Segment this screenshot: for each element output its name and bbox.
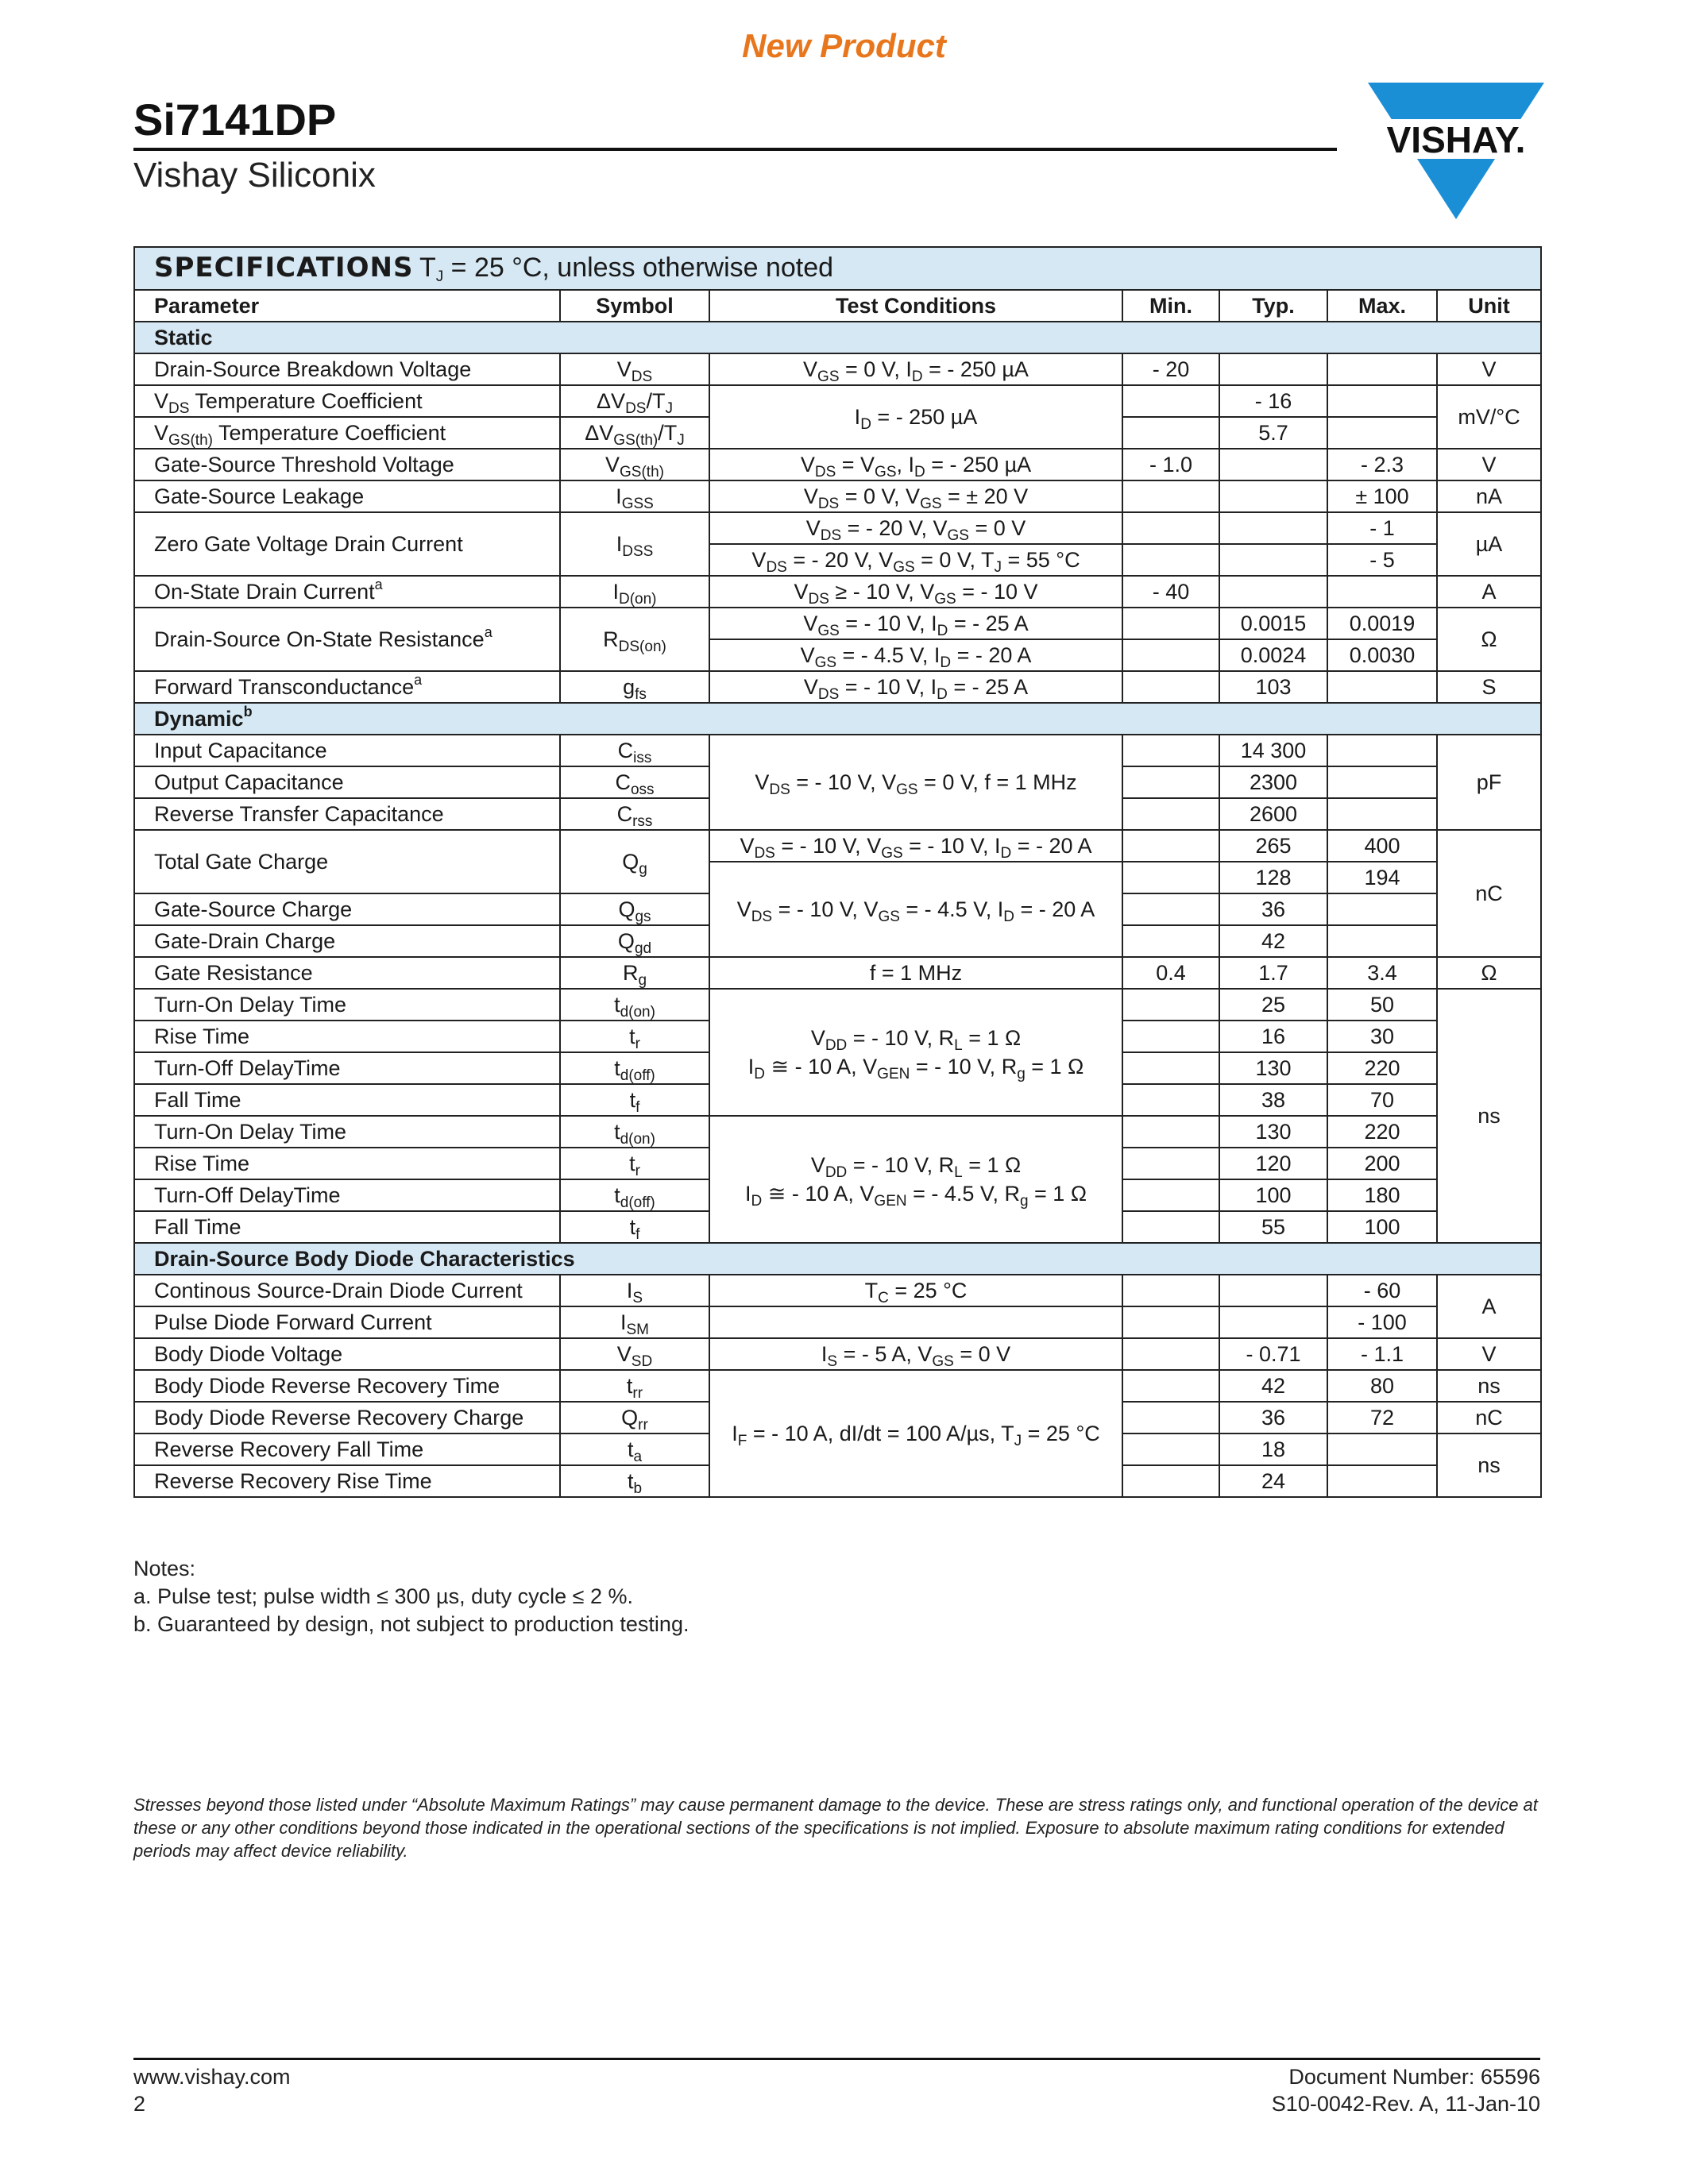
- condition-cell: f = 1 MHz: [709, 957, 1122, 989]
- max-cell: 400: [1327, 830, 1437, 862]
- typ-cell: [1219, 1275, 1327, 1306]
- symbol-cell: $t_b$: [560, 1465, 709, 1497]
- condition-cell: $T_C = 25$ °C: [709, 1275, 1122, 1306]
- min-cell: [1122, 1211, 1219, 1243]
- param-cell: Body Diode Reverse Recovery Time: [134, 1370, 560, 1402]
- min-cell: [1122, 1148, 1219, 1179]
- table-row: [134, 449, 1541, 480]
- typ-cell: [1219, 353, 1327, 385]
- typ-cell: 36: [1219, 893, 1327, 925]
- typ-cell: 0.0024: [1219, 639, 1327, 671]
- typ-cell: [1219, 1306, 1327, 1338]
- condition-cell: $V_{DS}$ = - 20 V, $V_{GS} = 0$ V, $T_J = 55$ °C: [709, 544, 1122, 576]
- param-cell: Continous Source-Drain Diode Current: [134, 1275, 560, 1306]
- unit-cell: ns: [1437, 1370, 1541, 1402]
- param-cell: Rise Time: [134, 1148, 560, 1179]
- unit-cell: V: [1437, 1338, 1541, 1370]
- condition-cell: $V_{DS}$ = - 10 V, $V_{GS} = 0$ V, f = 1 MHz: [709, 735, 1122, 830]
- condition-cell: $I_F$ = - 10 A, dI/dt = 100 A/µs, $T_J = 25$ °C: [709, 1370, 1122, 1497]
- typ-cell: 0.0015: [1219, 608, 1327, 639]
- typ-cell: 42: [1219, 1370, 1327, 1402]
- min-cell: [1122, 830, 1219, 862]
- unit-cell: Ω: [1437, 608, 1541, 671]
- symbol-cell: $t_r$: [560, 1021, 709, 1052]
- min-cell: [1122, 1021, 1219, 1052]
- footer-document-number: Document Number: 65596: [1288, 2065, 1540, 2089]
- param-cell: Reverse Recovery Fall Time: [134, 1433, 560, 1465]
- col-header-symbol: Symbol: [560, 290, 709, 322]
- min-cell: [1122, 1179, 1219, 1211]
- param-cell: Reverse Transfer Capacitance: [134, 798, 560, 830]
- footer-website-link[interactable]: www.vishay.com: [133, 2065, 291, 2089]
- company-name: Vishay Siliconix: [133, 156, 376, 195]
- section-body-diode: Drain-Source Body Diode Characteristics: [134, 1243, 1541, 1275]
- table-title-row: [134, 247, 1541, 290]
- condition-cell: [709, 1306, 1122, 1338]
- vishay-logo: [1368, 83, 1544, 219]
- max-cell: [1327, 417, 1437, 449]
- min-cell: [1122, 798, 1219, 830]
- min-cell: [1122, 925, 1219, 957]
- unit-cell: µA: [1437, 512, 1541, 576]
- note-a: a. Pulse test; pulse width ≤ 300 µs, duty cycle ≤ 2 %.: [133, 1584, 633, 1608]
- param-cell: Forward Transconductance$^a$: [134, 671, 560, 703]
- symbol-cell: $g_{fs}$: [560, 671, 709, 703]
- min-cell: [1122, 1433, 1219, 1465]
- max-cell: 180: [1327, 1179, 1437, 1211]
- param-cell: Zero Gate Voltage Drain Current: [134, 512, 560, 576]
- max-cell: [1327, 798, 1437, 830]
- symbol-cell: $V_{DS}$: [560, 353, 709, 385]
- max-cell: 3.4: [1327, 957, 1437, 989]
- symbol-cell: $t_{d(off)}$: [560, 1179, 709, 1211]
- symbol-cell: $t_r$: [560, 1148, 709, 1179]
- min-cell: [1122, 1116, 1219, 1148]
- param-cell: Total Gate Charge: [134, 830, 560, 893]
- param-cell: Gate-Source Charge: [134, 893, 560, 925]
- unit-cell: A: [1437, 1275, 1541, 1338]
- min-cell: [1122, 989, 1219, 1021]
- symbol-cell: $I_{SM}$: [560, 1306, 709, 1338]
- max-cell: 30: [1327, 1021, 1437, 1052]
- symbol-cell: $V_{SD}$: [560, 1338, 709, 1370]
- param-cell: Gate-Source Leakage: [134, 480, 560, 512]
- table-row: [134, 957, 1541, 989]
- typ-cell: [1219, 512, 1327, 544]
- param-cell: Rise Time: [134, 1021, 560, 1052]
- unit-cell: A: [1437, 576, 1541, 608]
- min-cell: [1122, 862, 1219, 893]
- typ-cell: 36: [1219, 1402, 1327, 1433]
- typ-cell: 55: [1219, 1211, 1327, 1243]
- typ-cell: 24: [1219, 1465, 1327, 1497]
- header-divider: [133, 148, 1337, 151]
- param-cell: Body Diode Voltage: [134, 1338, 560, 1370]
- typ-cell: [1219, 576, 1327, 608]
- param-cell: Turn-On Delay Time: [134, 989, 560, 1021]
- table-row: [134, 989, 1541, 1021]
- param-cell: On-State Drain Current$^a$: [134, 576, 560, 608]
- typ-cell: 42: [1219, 925, 1327, 957]
- typ-cell: - 16: [1219, 385, 1327, 417]
- max-cell: - 2.3: [1327, 449, 1437, 480]
- min-cell: 0.4: [1122, 957, 1219, 989]
- unit-cell: mV/°C: [1437, 385, 1541, 449]
- table-row: [134, 385, 1541, 417]
- unit-cell: ns: [1437, 989, 1541, 1243]
- min-cell: [1122, 893, 1219, 925]
- typ-cell: 100: [1219, 1179, 1327, 1211]
- param-cell: Input Capacitance: [134, 735, 560, 766]
- table-row: [134, 1275, 1541, 1306]
- unit-cell: V: [1437, 353, 1541, 385]
- symbol-cell: $I_{GSS}$: [560, 480, 709, 512]
- col-header-parameter: Parameter: [134, 290, 560, 322]
- symbol-cell: $Q_{gs}$: [560, 893, 709, 925]
- table-title: SPECIFICATIONS $T_J = 25$ °C, unless otherwise noted: [134, 247, 1541, 290]
- max-cell: 0.0030: [1327, 639, 1437, 671]
- col-header-max: Max.: [1327, 290, 1437, 322]
- min-cell: [1122, 1402, 1219, 1433]
- param-cell: Gate Resistance: [134, 957, 560, 989]
- symbol-cell: $t_{d(on)}$: [560, 989, 709, 1021]
- condition-cell: $V_{DS} = V_{GS}$, $I_D$ = - 250 µA: [709, 449, 1122, 480]
- footer-page-number: 2: [133, 2092, 146, 2116]
- param-cell: Drain-Source Breakdown Voltage: [134, 353, 560, 385]
- min-cell: [1122, 1465, 1219, 1497]
- min-cell: [1122, 1275, 1219, 1306]
- part-number-title: Si7141DP: [133, 95, 337, 145]
- unit-cell: nC: [1437, 1402, 1541, 1433]
- symbol-cell: $t_{d(on)}$: [560, 1116, 709, 1148]
- table-header-row: [134, 290, 1541, 322]
- max-cell: 220: [1327, 1052, 1437, 1084]
- table-row: [134, 1338, 1541, 1370]
- table-row: [134, 608, 1541, 639]
- table-row: [134, 671, 1541, 703]
- section-dynamic: Dynamic$^b$: [134, 703, 1541, 735]
- unit-cell: nC: [1437, 830, 1541, 957]
- param-cell: Pulse Diode Forward Current: [134, 1306, 560, 1338]
- note-b: b. Guaranteed by design, not subject to production testing.: [133, 1612, 689, 1636]
- typ-cell: 128: [1219, 862, 1327, 893]
- symbol-cell: $Q_{gd}$: [560, 925, 709, 957]
- max-cell: 70: [1327, 1084, 1437, 1116]
- min-cell: [1122, 1084, 1219, 1116]
- symbol-cell: $Q_{rr}$: [560, 1402, 709, 1433]
- condition-cell: $V_{DS}$ = - 20 V, $V_{GS} = 0$ V: [709, 512, 1122, 544]
- min-cell: [1122, 1306, 1219, 1338]
- symbol-cell: $C_{oss}$: [560, 766, 709, 798]
- condition-cell: $V_{DS} = 0$ V, $V_{GS}$ = ± 20 V: [709, 480, 1122, 512]
- max-cell: [1327, 1465, 1437, 1497]
- param-cell: Turn-Off DelayTime: [134, 1179, 560, 1211]
- param-cell: Gate-Source Threshold Voltage: [134, 449, 560, 480]
- max-cell: 0.0019: [1327, 608, 1437, 639]
- param-cell: Reverse Recovery Rise Time: [134, 1465, 560, 1497]
- section-static: Static: [134, 322, 1541, 353]
- typ-cell: 1.7: [1219, 957, 1327, 989]
- min-cell: - 20: [1122, 353, 1219, 385]
- symbol-cell: $C_{iss}$: [560, 735, 709, 766]
- typ-cell: 103: [1219, 671, 1327, 703]
- max-cell: 80: [1327, 1370, 1437, 1402]
- condition-cell: $V_{DS}$ ≥ - 10 V, $V_{GS}$ = - 10 V: [709, 576, 1122, 608]
- unit-cell: Ω: [1437, 957, 1541, 989]
- typ-cell: 5.7: [1219, 417, 1327, 449]
- param-cell: Body Diode Reverse Recovery Charge: [134, 1402, 560, 1433]
- max-cell: [1327, 893, 1437, 925]
- max-cell: 50: [1327, 989, 1437, 1021]
- typ-cell: [1219, 449, 1327, 480]
- max-cell: 200: [1327, 1148, 1437, 1179]
- min-cell: [1122, 512, 1219, 544]
- symbol-cell: $R_g$: [560, 957, 709, 989]
- symbol-cell: $I_{D(on)}$: [560, 576, 709, 608]
- max-cell: [1327, 735, 1437, 766]
- typ-cell: 120: [1219, 1148, 1327, 1179]
- typ-cell: [1219, 480, 1327, 512]
- param-cell: Gate-Drain Charge: [134, 925, 560, 957]
- footer-divider: [133, 2058, 1540, 2060]
- symbol-cell: $t_a$: [560, 1433, 709, 1465]
- max-cell: 100: [1327, 1211, 1437, 1243]
- symbol-cell: $t_{d(off)}$: [560, 1052, 709, 1084]
- typ-cell: [1219, 544, 1327, 576]
- condition-cell: $V_{GS}$ = - 10 V, $I_D$ = - 25 A: [709, 608, 1122, 639]
- table-row: [134, 512, 1541, 544]
- table-row: [134, 576, 1541, 608]
- unit-cell: ns: [1437, 1433, 1541, 1497]
- param-cell: Output Capacitance: [134, 766, 560, 798]
- table-row: [134, 480, 1541, 512]
- min-cell: [1122, 608, 1219, 639]
- table-row: [134, 1116, 1541, 1148]
- typ-cell: 130: [1219, 1052, 1327, 1084]
- condition-cell: $V_{GS}$ = - 4.5 V, $I_D$ = - 20 A: [709, 639, 1122, 671]
- typ-cell: 14 300: [1219, 735, 1327, 766]
- table-row: [134, 353, 1541, 385]
- notes-heading: Notes:: [133, 1557, 196, 1580]
- typ-cell: 25: [1219, 989, 1327, 1021]
- table-row: [134, 735, 1541, 766]
- symbol-cell: $R_{DS(on)}$: [560, 608, 709, 671]
- max-cell: [1327, 576, 1437, 608]
- min-cell: [1122, 671, 1219, 703]
- typ-cell: - 0.71: [1219, 1338, 1327, 1370]
- specifications-table: [133, 246, 1542, 1498]
- min-cell: [1122, 417, 1219, 449]
- param-cell: Fall Time: [134, 1084, 560, 1116]
- param-cell: Turn-Off DelayTime: [134, 1052, 560, 1084]
- symbol-cell: $\Delta V_{GS(th)}/T_J$: [560, 417, 709, 449]
- symbol-cell: $I_{DSS}$: [560, 512, 709, 576]
- table-row: [134, 1306, 1541, 1338]
- symbol-cell: $Q_g$: [560, 830, 709, 893]
- condition-cell: $V_{DS}$ = - 10 V, $I_D$ = - 25 A: [709, 671, 1122, 703]
- symbol-cell: $V_{GS(th)}$: [560, 449, 709, 480]
- typ-cell: 38: [1219, 1084, 1327, 1116]
- param-cell: $V_{DS}$ Temperature Coefficient: [134, 385, 560, 417]
- symbol-cell: $C_{rss}$: [560, 798, 709, 830]
- param-cell: $V_{GS(th)}$ Temperature Coefficient: [134, 417, 560, 449]
- typ-cell: 130: [1219, 1116, 1327, 1148]
- max-cell: 194: [1327, 862, 1437, 893]
- disclaimer-text: Stresses beyond those listed under “Absolute Maximum Ratings” may cause permanent damage to the device. These are stress ratings only, and functional operation of the device at these or any other conditions beyond those indicated in the operational sections of the specifications is not implied. Exposure to absolute maximum rating conditions for extended periods may affect device reliability.: [133, 1795, 1538, 1861]
- condition-cell: $I_S$ = - 5 A, $V_{GS} = 0$ V: [709, 1338, 1122, 1370]
- condition-cell: $V_{DD}$ = - 10 V, $R_L = 1$ Ω $I_D$ ≅ - 10 A, $V_{GEN}$ = - 10 V, $R_g = 1$ Ω: [709, 989, 1122, 1116]
- new-product-banner: New Product: [742, 27, 946, 64]
- typ-cell: 2300: [1219, 766, 1327, 798]
- symbol-cell: $t_{rr}$: [560, 1370, 709, 1402]
- min-cell: [1122, 1370, 1219, 1402]
- symbol-cell: $I_S$: [560, 1275, 709, 1306]
- symbol-cell: $t_f$: [560, 1084, 709, 1116]
- max-cell: 72: [1327, 1402, 1437, 1433]
- max-cell: [1327, 1433, 1437, 1465]
- min-cell: [1122, 1052, 1219, 1084]
- max-cell: - 5: [1327, 544, 1437, 576]
- condition-cell: $V_{GS} = 0$ V, $I_D$ = - 250 µA: [709, 353, 1122, 385]
- max-cell: 220: [1327, 1116, 1437, 1148]
- max-cell: [1327, 353, 1437, 385]
- unit-cell: pF: [1437, 735, 1541, 830]
- unit-cell: nA: [1437, 480, 1541, 512]
- max-cell: [1327, 766, 1437, 798]
- min-cell: - 1.0: [1122, 449, 1219, 480]
- unit-cell: V: [1437, 449, 1541, 480]
- unit-cell: S: [1437, 671, 1541, 703]
- max-cell: - 60: [1327, 1275, 1437, 1306]
- param-cell: Turn-On Delay Time: [134, 1116, 560, 1148]
- condition-cell: $V_{DS}$ = - 10 V, $V_{GS}$ = - 4.5 V, $I_D$ = - 20 A: [709, 862, 1122, 957]
- condition-cell: $V_{DS}$ = - 10 V, $V_{GS}$ = - 10 V, $I_D$ = - 20 A: [709, 830, 1122, 862]
- vishay-logo-text: VISHAY.: [1386, 119, 1526, 160]
- max-cell: ± 100: [1327, 480, 1437, 512]
- col-header-min: Min.: [1122, 290, 1219, 322]
- max-cell: - 1: [1327, 512, 1437, 544]
- param-cell: Drain-Source On-State Resistance$^a$: [134, 608, 560, 671]
- min-cell: [1122, 1338, 1219, 1370]
- typ-cell: 18: [1219, 1433, 1327, 1465]
- condition-cell: $I_D$ = - 250 µA: [709, 385, 1122, 449]
- min-cell: [1122, 766, 1219, 798]
- max-cell: [1327, 671, 1437, 703]
- max-cell: - 100: [1327, 1306, 1437, 1338]
- footer-revision: S10-0042-Rev. A, 11-Jan-10: [1271, 2092, 1540, 2116]
- table-row: [134, 1370, 1541, 1402]
- max-cell: - 1.1: [1327, 1338, 1437, 1370]
- min-cell: [1122, 735, 1219, 766]
- typ-cell: 2600: [1219, 798, 1327, 830]
- col-header-typ: Typ.: [1219, 290, 1327, 322]
- min-cell: [1122, 639, 1219, 671]
- table-row: [134, 830, 1541, 862]
- typ-cell: 16: [1219, 1021, 1327, 1052]
- min-cell: [1122, 385, 1219, 417]
- condition-cell: $V_{DD}$ = - 10 V, $R_L = 1$ Ω $I_D$ ≅ - 10 A, $V_{GEN}$ = - 4.5 V, $R_g = 1$ Ω: [709, 1116, 1122, 1243]
- typ-cell: 265: [1219, 830, 1327, 862]
- col-header-conditions: Test Conditions: [709, 290, 1122, 322]
- max-cell: [1327, 925, 1437, 957]
- min-cell: - 40: [1122, 576, 1219, 608]
- symbol-cell: $t_f$: [560, 1211, 709, 1243]
- max-cell: [1327, 385, 1437, 417]
- min-cell: [1122, 480, 1219, 512]
- col-header-unit: Unit: [1437, 290, 1541, 322]
- param-cell: Fall Time: [134, 1211, 560, 1243]
- min-cell: [1122, 544, 1219, 576]
- symbol-cell: $\Delta V_{DS}/T_J$: [560, 385, 709, 417]
